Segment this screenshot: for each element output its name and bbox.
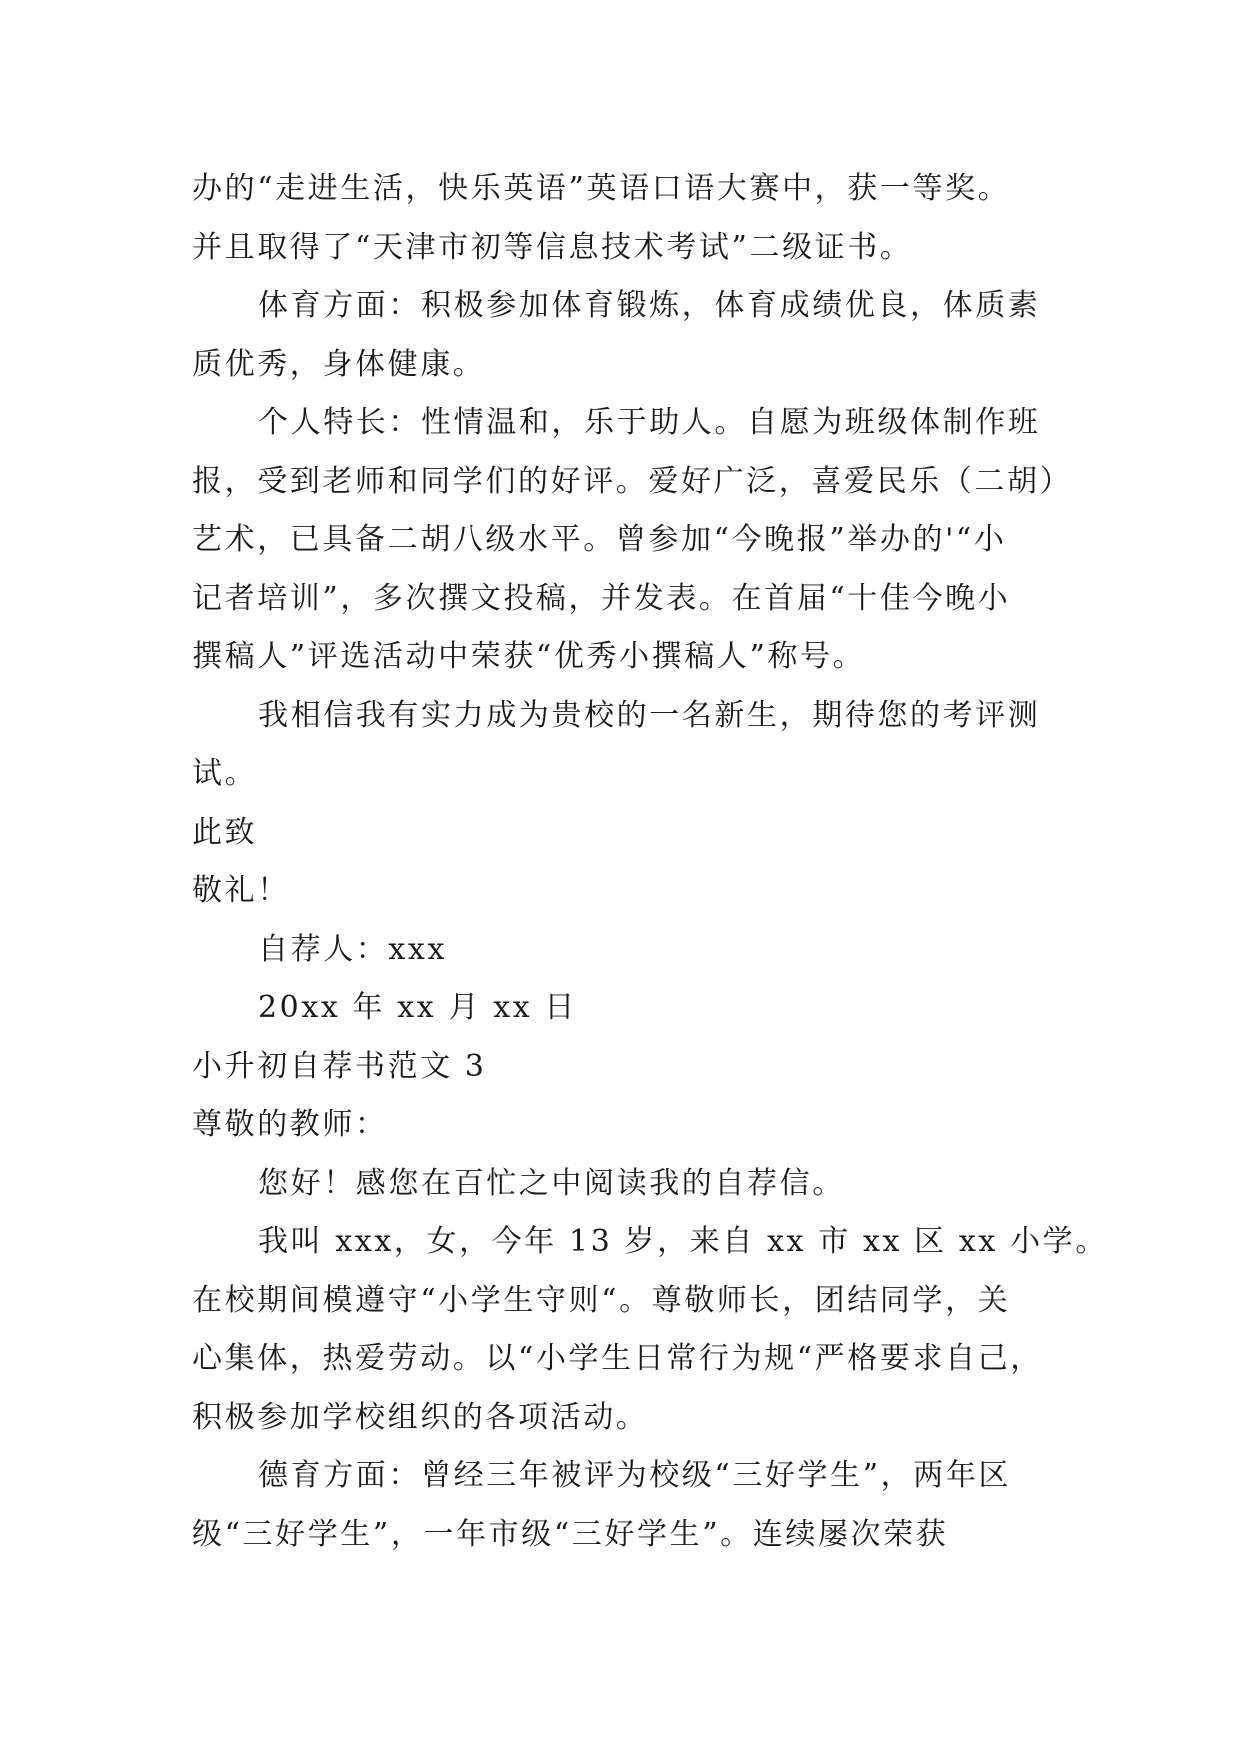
text-line: 办的“走进生活，快乐英语”英语口语大赛中，获一等奖。	[192, 171, 1011, 206]
paragraph-start-line: 您好！感您在百忙之中阅读我的自荐信。	[258, 1165, 845, 1201]
signature-line: 自荐人：xxx	[258, 931, 447, 967]
greeting-line: 尊敬的教师：	[192, 1107, 388, 1142]
paragraph-start-line: 我叫 xxx，女，今年 13 岁，来自 xx 市 xx 区 xx 小学。	[258, 1224, 1108, 1259]
date-line: 20xx 年 xx 月 xx 日	[258, 990, 577, 1025]
paragraph-start-line: 体育方面：积极参加体育锻炼，体育成绩优良，体质素	[258, 288, 1041, 323]
closing-regards: 敬礼！	[192, 873, 290, 908]
text-line: 在校期间模遵守“小学生守则“。尊敬师长，团结同学，关	[192, 1282, 1011, 1318]
text-line: 并且取得了“天津市初等信息技术考试”二级证书。	[192, 229, 913, 265]
text-line: 质优秀，身体健康。	[192, 346, 486, 382]
document-page	[192, 160, 1108, 1564]
text-line: 级“三好学生”，一年市级“三好学生”。连续屡次荣获	[192, 1516, 949, 1552]
paragraph-start-line: 个人特长：性情温和，乐于助人。自愿为班级体制作班	[258, 405, 1041, 440]
text-line: 试。	[192, 756, 258, 791]
paragraph-start-line: 德育方面：曾经三年被评为校级“三好学生”，两年区	[258, 1458, 1012, 1493]
text-line: 记者培训”，多次撰文投稿，并发表。在首届“十佳今晚小	[192, 580, 1011, 616]
text-line: 艺术，已具备二胡八级水平。曾参加“今晚报”举办的'“小	[192, 522, 1007, 557]
text-line: 撰稿人”评选活动中荣获“优秀小撰稿人”称号。	[192, 639, 866, 674]
closing-salutation: 此致	[192, 814, 258, 850]
paragraph-start-line: 我相信我有实力成为贵校的一名新生，期待您的考评测	[258, 697, 1041, 733]
text-line: 积极参加学校组织的各项活动。	[192, 1399, 649, 1435]
section-title: 小升初自荐书范文 3	[192, 1048, 487, 1084]
text-line: 心集体，热爱劳动。以“小学生日常行为规“严格要求自己，	[192, 1341, 1043, 1376]
text-line: 报，受到老师和同学们的好评。爱好广泛，喜爱民乐（二胡）	[192, 463, 1073, 499]
